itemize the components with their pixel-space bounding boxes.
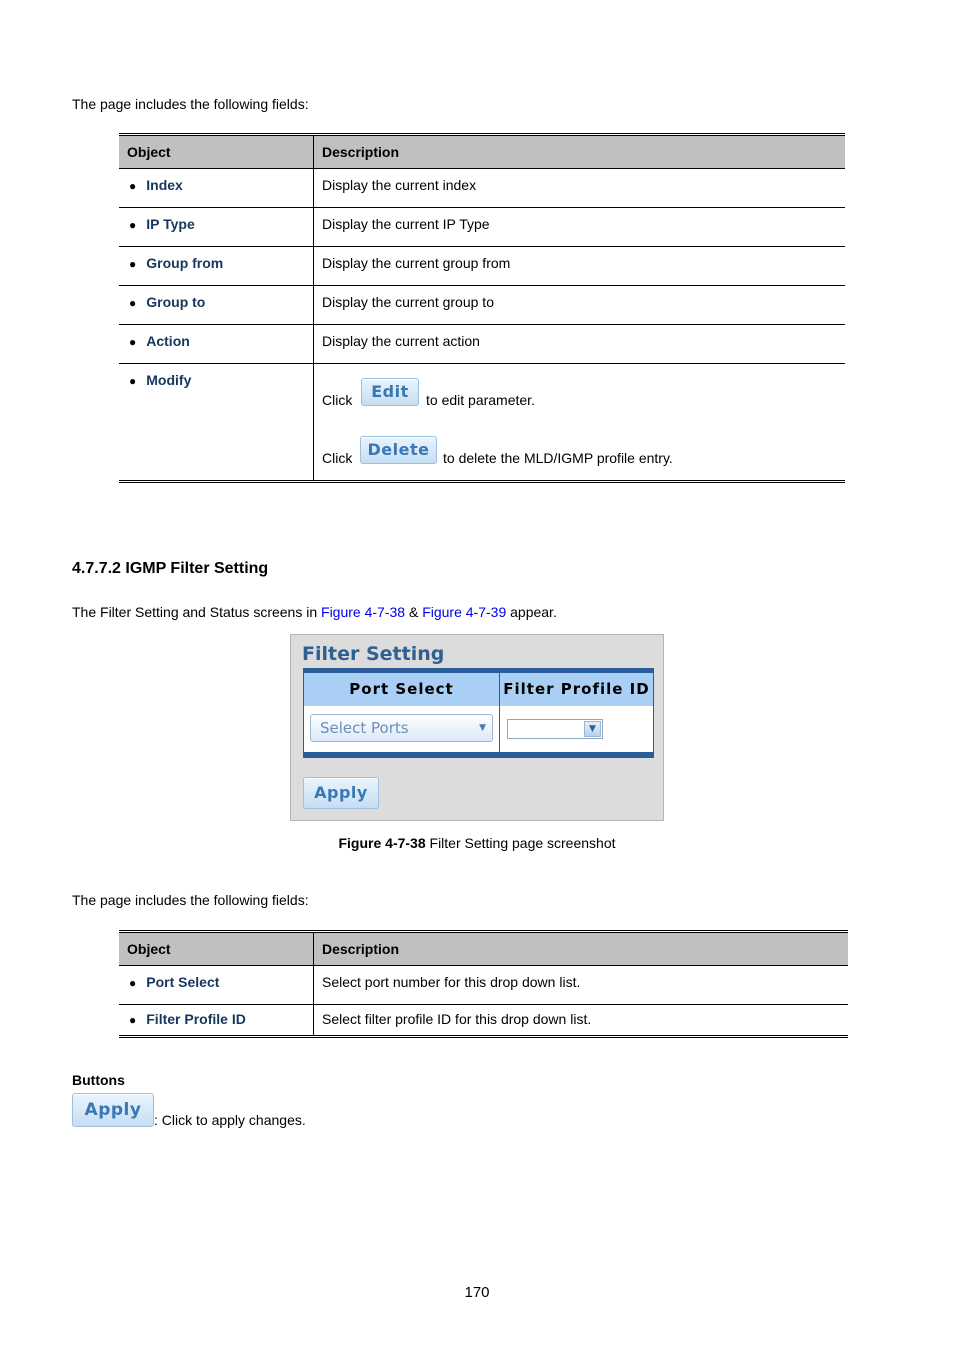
column-header-object: Object [119, 932, 314, 966]
object-name: Group to [146, 294, 206, 310]
paragraph-text: The Filter Setting and Status screens in [72, 604, 322, 620]
filter-profile-id-dropdown[interactable] [507, 719, 603, 739]
buttons-heading: Buttons [72, 1072, 125, 1088]
table-row: ● Group from Display the current group from [119, 247, 845, 286]
filter-profile-id-header: Filter Profile ID [500, 669, 653, 706]
table-row: ● IP Type Display the current IP Type [119, 208, 845, 247]
port-select-value: Select Ports [320, 719, 409, 737]
object-name: Group from [146, 255, 224, 271]
apply-button[interactable]: Apply [303, 777, 379, 809]
column-divider [499, 669, 500, 752]
filter-setting-screenshot [290, 634, 664, 821]
fields-table-2 [119, 930, 848, 1038]
click-label: Click [322, 450, 353, 466]
table-row: ● Modify Click Edit to edit parameter. Click Delete to delete the MLD/IGMP profile entry. [119, 364, 845, 482]
object-description: Select filter profile ID for this drop down list. [314, 1005, 849, 1037]
page-number: 170 [464, 1284, 490, 1301]
caption-label: Figure 4-7-38 [338, 835, 426, 851]
delete-button[interactable]: Delete [360, 436, 437, 464]
object-description: Display the current group from [314, 247, 846, 286]
apply-description: : Click to apply changes. [154, 1112, 306, 1128]
object-description: Display the current action [314, 325, 846, 364]
chevron-down-icon: ▼ [584, 721, 601, 737]
screenshot-title: Filter Setting [302, 643, 445, 665]
object-name: Port Select [146, 974, 220, 990]
chevron-down-icon: ▼ [479, 723, 486, 733]
edit-description: to edit parameter. [426, 392, 535, 408]
object-name: Filter Profile ID [146, 1011, 246, 1027]
figure-link-4-7-38[interactable]: Figure 4-7-38 [321, 604, 406, 620]
port-select-dropdown[interactable] [310, 714, 493, 742]
edit-button[interactable]: Edit [361, 378, 419, 406]
apply-button-example[interactable]: Apply [72, 1093, 154, 1127]
table-row: ● Action Display the current action [119, 325, 845, 364]
column-header-description: Description [314, 932, 849, 966]
object-name: Index [146, 177, 183, 193]
object-name: Modify [146, 372, 192, 388]
figure-caption [0, 835, 954, 852]
caption-text: Filter Setting page screenshot [425, 835, 616, 851]
object-description: Display the current index [314, 169, 846, 208]
column-header-object: Object [119, 135, 314, 169]
object-name: Action [146, 333, 190, 349]
delete-description: to delete the MLD/IGMP profile entry. [443, 450, 673, 466]
table-row: ● Index Display the current index [119, 169, 845, 208]
section-paragraph [72, 604, 557, 621]
table-row: ● Port Select Select port number for this drop down list. [119, 966, 848, 1005]
object-name: IP Type [146, 216, 195, 232]
paragraph-text: & [405, 604, 423, 620]
section-heading: 4.7.7.2 IGMP Filter Setting [72, 560, 269, 577]
filter-setting-grid [303, 668, 654, 758]
paragraph-text: appear. [506, 604, 557, 620]
object-description: Display the current IP Type [314, 208, 846, 247]
click-label: Click [322, 392, 353, 408]
intro-text-2: The page includes the following fields: [72, 892, 309, 908]
fields-table-1 [119, 133, 845, 483]
port-select-header: Port Select [304, 669, 499, 706]
figure-link-4-7-39[interactable]: Figure 4-7-39 [422, 604, 507, 620]
column-header-description: Description [314, 135, 846, 169]
object-description: Display the current group to [314, 286, 846, 325]
grid-footer-bar [304, 752, 653, 757]
table-row: ● Filter Profile ID Select filter profile ID for this drop down list. [119, 1005, 848, 1037]
intro-text-1: The page includes the following fields: [72, 96, 309, 112]
object-description: Select port number for this drop down list. [314, 966, 849, 1005]
table-row: ● Group to Display the current group to [119, 286, 845, 325]
